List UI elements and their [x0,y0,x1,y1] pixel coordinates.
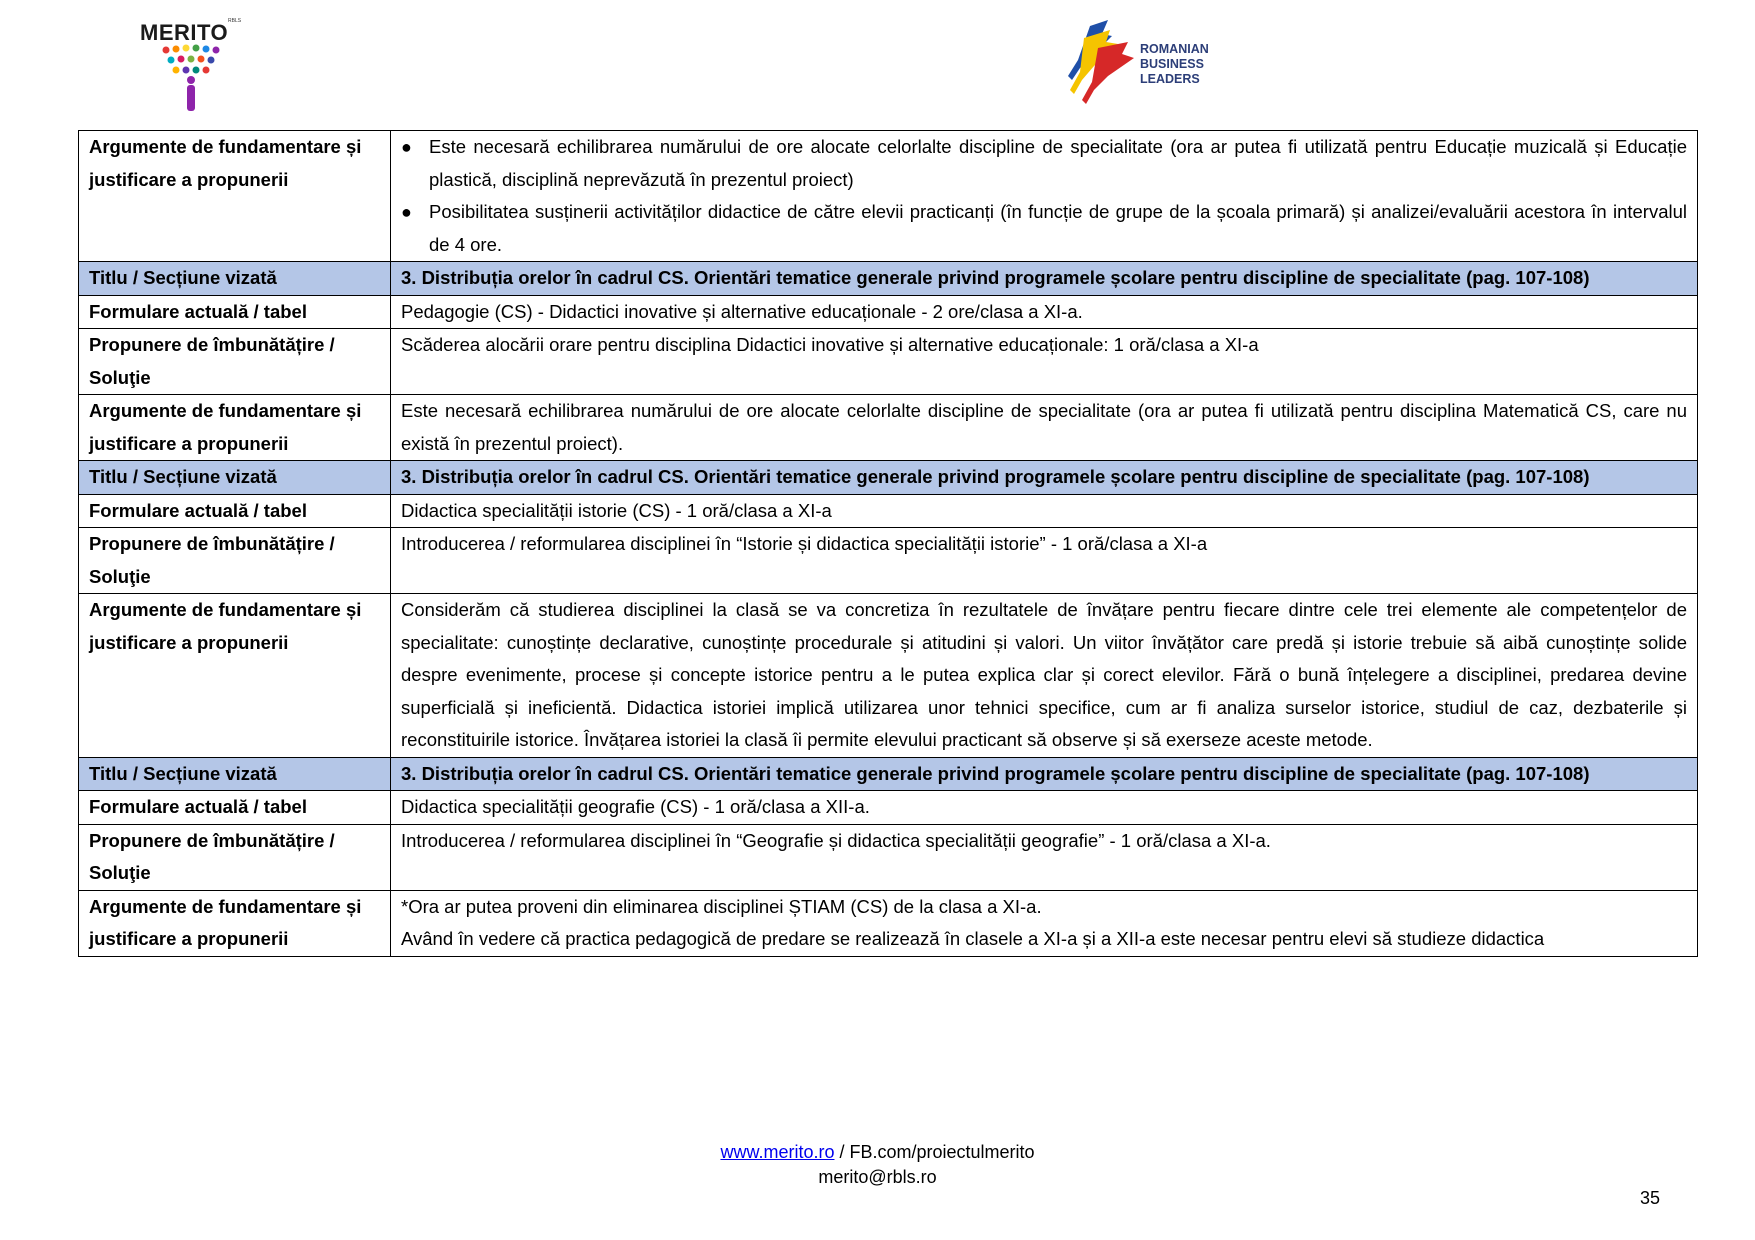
bullet-text: Este necesară echilibrarea numărului de ore alocate celorlalte discipline de specialitate (ora ar putea fi utilizată pentru Educație muzicală și Educație plastică, disciplină neprevăzută în prezentul proiect) [429,136,1687,190]
row-content: Didactica specialității geografie (CS) - 1 oră/clasa a XII-a. [391,791,1698,825]
row-content: Didactica specialității istorie (CS) - 1 oră/clasa a XI-a [391,494,1698,528]
footer-links-line [0,1140,1755,1165]
section-header-row [79,757,1698,791]
table-row [79,791,1698,825]
row-content: Pedagogie (CS) - Didactici inovative și alternative educaționale - 2 ore/clasa a XI-a. [391,295,1698,329]
bullet-list [401,131,1687,261]
facebook-text: / FB.com/proiectulmerito [834,1142,1035,1162]
row-content: Introducerea / reformularea disciplinei în “Istorie și didactica specialității istorie” - 1 oră/clasa a XI-a [391,528,1698,594]
proposal-table [78,130,1698,957]
page-footer [0,1140,1755,1190]
row-content: Este necesară echilibrarea numărului de ore alocate celorlalte discipline de specialitate (ora ar putea fi utilizată pentru disciplina Matematică CS, care nu există în prezentul proiect). [391,395,1698,461]
row-label: Formulare actuală / tabel [79,494,391,528]
table-row [79,890,1698,956]
row-label: Titlu / Secțiune vizată [79,262,391,296]
row-label: Titlu / Secțiune vizată [79,461,391,495]
row-content: 3. Distribuția orelor în cadrul CS. Orientări tematice generale privind programele școlare pentru discipline de specialitate (pag. 107-108) [391,757,1698,791]
rbl-logo-line: ROMANIAN [1140,42,1209,56]
row-content: 3. Distribuția orelor în cadrul CS. Orientări tematice generale privind programele școlare pentru discipline de specialitate (pag. 107-108) [391,262,1698,296]
row-label: Formulare actuală / tabel [79,295,391,329]
table-row [79,594,1698,758]
row-content: Considerăm că studierea disciplinei la clasă se va concretiza în rezultatele de învățare pentru fiecare dintre cele trei elemente ale competențelor de specialitate: cunoștințe declarative, cunoștințe procedurale și atitudini și valori. Un viitor învățător care predă și istorie trebuie să aibă cunoștințe solide despre evenimente, procese și concepte istorice pentru a le putea explica clar și corect elevilor. Fără o bună înțelegere a disciplinei, predarea devine superficială și ineficientă. Didactica istoriei implică utilizarea unor tehnici specifice, cum ar fi analiza surselor istorice, studiul de caz, dezbaterile și reconstituirile istorice. Învățarea istoriei la clasă îi permite elevului practicant să observe și să exerseze aceste metode. [391,594,1698,758]
table-row [79,528,1698,594]
row-content: Introducerea / reformularea disciplinei în “Geografie și didactica specialității geografie” - 1 oră/clasa a XI-a. [391,824,1698,890]
table-row [79,329,1698,395]
bullet-text: Posibilitatea susținerii activităților didactice de către elevii practicanți (în funcție de grupe de la școala primară) și analizei/evaluării acestora în intervalul de 4 ore. [429,201,1687,255]
footer-email: merito@rbls.ro [818,1167,937,1187]
row-label: Propunere de îmbunătățire / Soluţie [79,528,391,594]
merito-logo-sup: RBLS [228,18,242,24]
rbl-logo-line: BUSINESS [1140,57,1204,71]
content-line: Având în vedere că practica pedagogică de predare se realizează în clasele a XI-a și a XII-a este necesar pentru elevi să studieze didactica [401,928,1545,949]
bullet-icon: ● [401,137,412,157]
website-link[interactable]: www.merito.ro [720,1142,835,1162]
row-label: Argumente de fundamentare și justificare a propunerii [79,395,391,461]
merito-logo [140,18,240,108]
row-content: Scăderea alocării orare pentru disciplina Didactici inovative și alternative educaționale: 1 oră/clasa a XI-a [391,329,1698,395]
rbl-logo-line: LEADERS [1140,72,1200,86]
merito-logo-text: MERITO [140,20,229,45]
row-label: Propunere de îmbunătățire / Soluţie [79,329,391,395]
row-content: 3. Distribuția orelor în cadrul CS. Orientări tematice generale privind programele școlare pentru discipline de specialitate (pag. 107-108) [391,461,1698,495]
row-label: Formulare actuală / tabel [79,791,391,825]
merito-people-icon [158,44,228,114]
row-content [391,131,1698,262]
row-label: Argumente de fundamentare și justificare a propunerii [79,131,391,262]
content-line: *Ora ar putea proveni din eliminarea disciplinei ȘTIAM (CS) de la clasa a XI-a. [401,895,1042,917]
bullet-icon: ● [401,202,412,222]
rbl-logo [1050,18,1240,108]
row-label: Argumente de fundamentare și justificare a propunerii [79,594,391,758]
rbl-logo-text [1140,42,1209,87]
list-item [401,196,1687,261]
row-label: Propunere de îmbunătățire / Soluţie [79,824,391,890]
table-row [79,494,1698,528]
list-item [401,131,1687,196]
row-label: Titlu / Secțiune vizată [79,757,391,791]
table-row [79,295,1698,329]
row-content [391,890,1698,956]
row-label: Argumente de fundamentare și justificare a propunerii [79,890,391,956]
section-header-row [79,461,1698,495]
section-header-row [79,262,1698,296]
rbl-figures-icon [1050,18,1140,108]
page-number: 35 [1640,1188,1661,1208]
table-row [79,395,1698,461]
table-row [79,131,1698,262]
table-row [79,824,1698,890]
